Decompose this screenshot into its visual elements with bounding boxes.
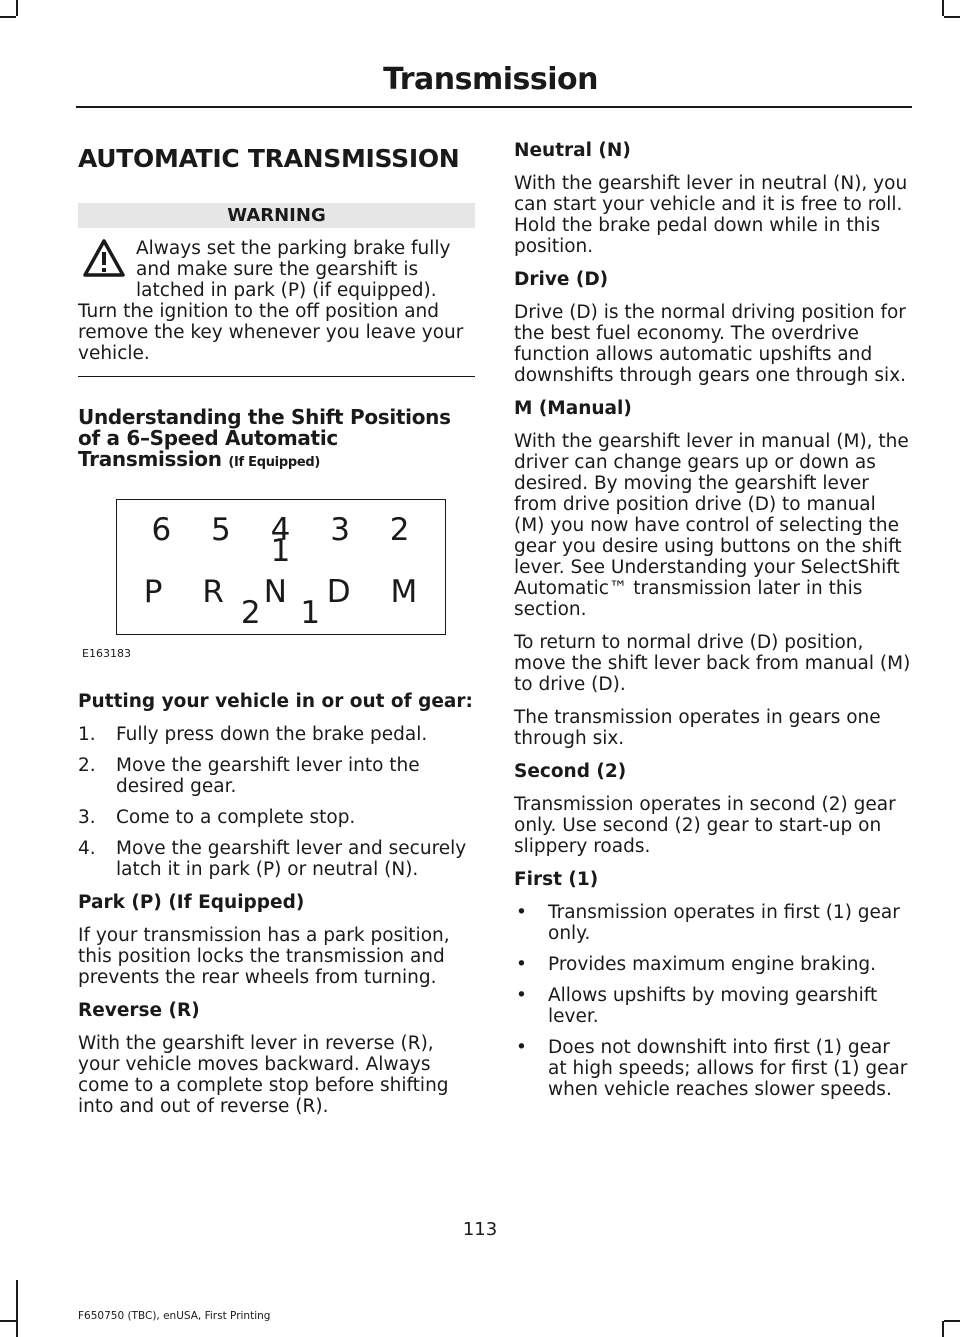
- bullet-glyph: •: [516, 1037, 527, 1058]
- bullet-item: [514, 902, 911, 944]
- shift-positions-heading-suffix: (If Equipped): [228, 455, 320, 470]
- bullet-text: Provides maximum engine braking.: [548, 954, 877, 975]
- page-number: 113: [462, 1219, 498, 1240]
- park-heading: Park (P) (If Equipped): [78, 892, 305, 913]
- left-column: [78, 140, 475, 1129]
- publication-footer: F650750 (TBC), enUSA, First Printing: [78, 1310, 271, 1322]
- section-title: AUTOMATIC TRANSMISSION: [78, 144, 460, 173]
- neutral-heading: Neutral (N): [514, 140, 631, 161]
- manual-gears-text: The transmission operates in gears one through six.: [514, 707, 881, 749]
- right-column: [514, 140, 911, 1110]
- gear-indicator-figure: [78, 481, 475, 691]
- reverse-text: With the gearshift lever in reverse (R), your vehicle moves backward. Always come to a complete stop before shifting into and out of reverse (R).: [78, 1033, 449, 1117]
- crop-mark: [0, 1320, 16, 1322]
- step-text: Fully press down the brake pedal.: [116, 724, 428, 745]
- step-number: 2.: [78, 755, 96, 776]
- step-text: Come to a complete stop.: [116, 807, 356, 828]
- gear-number-row: 6 5 4 3 2 1: [151, 512, 425, 569]
- bullet-glyph: •: [516, 954, 527, 975]
- crop-mark: [944, 1320, 960, 1322]
- first-heading: First (1): [514, 869, 599, 890]
- step-item: [78, 838, 475, 880]
- bullet-text: Allows upshifts by moving gearshift lever.: [548, 985, 878, 1027]
- warning-triangle-icon: [82, 238, 126, 278]
- crop-mark: [944, 16, 960, 18]
- step-item: [78, 807, 475, 828]
- bullet-glyph: •: [516, 985, 527, 1006]
- page-header-title: Transmission: [383, 62, 598, 97]
- shift-positions-heading: [78, 407, 475, 473]
- second-heading: Second (2): [514, 761, 627, 782]
- reverse-heading: Reverse (R): [78, 1000, 200, 1021]
- bullet-text: Transmission operates in first (1) gear only.: [548, 902, 900, 944]
- bullet-item: [514, 954, 911, 975]
- bullet-item: [514, 985, 911, 1027]
- crop-mark: [942, 1321, 944, 1337]
- manual-text: With the gearshift lever in manual (M), the driver can change gears up or down as desired. By moving the gearshift lever from drive position drive (D) to manual (M) you now have control of selecting the gear you desire using buttons on the shift lever. See Understanding your SelectShift Automatic™ transmission later in this section.: [514, 431, 909, 620]
- gear-indicator-display: [116, 499, 446, 635]
- first-gear-bullets: [514, 902, 911, 1100]
- step-text: Move the gearshift lever and securely latch it in park (P) or neutral (N).: [116, 838, 467, 880]
- manual-heading: M (Manual): [514, 398, 632, 419]
- shift-positions-heading-text: Understanding the Shift Positions of a 6–Speed Automatic Transmission: [78, 405, 451, 471]
- steps-list: [78, 724, 475, 880]
- warning-box: [78, 238, 475, 377]
- second-text: Transmission operates in second (2) gear only. Use second (2) gear to start-up on slippery roads.: [514, 794, 896, 857]
- park-text: If your transmission has a park position, this position locks the transmission and prevents the rear wheels from turning.: [78, 925, 450, 988]
- warning-text: Turn the ignition to the off position and remove the key whenever you leave your vehicle.: [78, 301, 464, 364]
- warning-text-indented: Always set the parking brake fully and make sure the gearshift is latched in park (P) (if equipped).: [136, 238, 451, 301]
- step-item: [78, 755, 475, 797]
- neutral-text: With the gearshift lever in neutral (N), you can start your vehicle and it is free to roll. Hold the brake pedal down while in this position.: [514, 173, 908, 257]
- header-divider: [76, 106, 912, 108]
- crop-mark: [0, 16, 16, 18]
- steps-heading: Putting your vehicle in or out of gear:: [78, 691, 473, 712]
- step-item: [78, 724, 475, 745]
- figure-id: E163183: [82, 647, 131, 660]
- bullet-glyph: •: [516, 902, 527, 923]
- manual-return-text: To return to normal drive (D) position, move the shift lever back from manual (M) to drive (D).: [514, 632, 911, 695]
- step-number: 1.: [78, 724, 96, 745]
- crop-mark: [942, 0, 944, 16]
- drive-text: Drive (D) is the normal driving position for the best fuel economy. The overdrive function allows automatic upshifts and downshifts through gears one through six.: [514, 302, 907, 386]
- bullet-text: Does not downshift into first (1) gear at high speeds; allows for first (1) gear when vehicle reaches slower speeds.: [548, 1037, 908, 1100]
- bullet-item: [514, 1037, 911, 1100]
- step-number: 4.: [78, 838, 96, 859]
- step-text: Move the gearshift lever into the desired gear.: [116, 755, 420, 797]
- warning-label: WARNING: [78, 203, 475, 228]
- step-number: 3.: [78, 807, 96, 828]
- crop-mark: [16, 1280, 18, 1337]
- gear-letter-row: P R N D M 2 1: [143, 574, 433, 631]
- drive-heading: Drive (D): [514, 269, 609, 290]
- crop-mark: [16, 0, 18, 16]
